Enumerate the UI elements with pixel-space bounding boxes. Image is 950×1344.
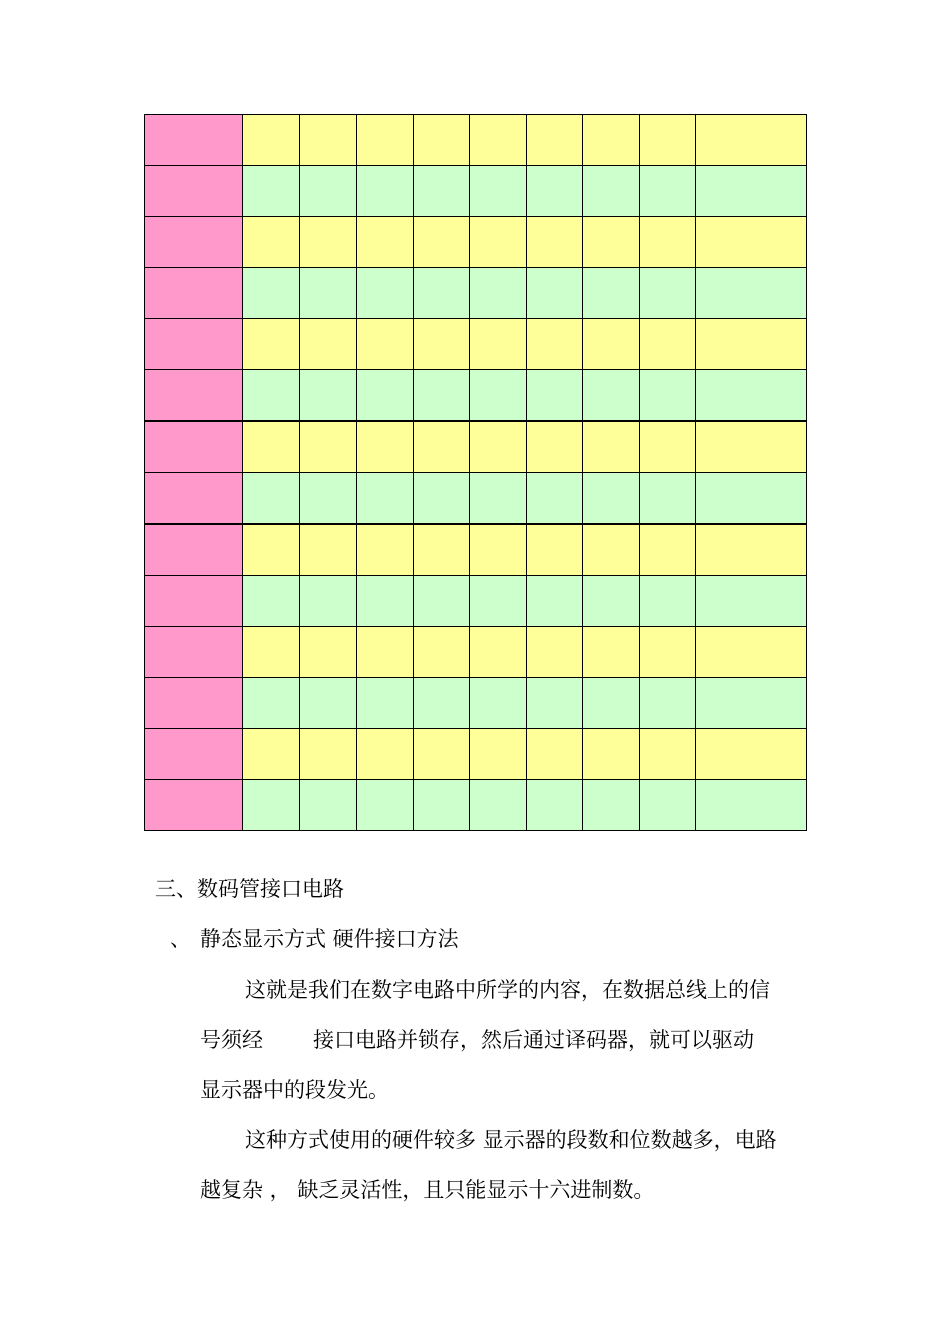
table-cell: [527, 780, 583, 831]
table-cell: [243, 524, 300, 576]
table-cell: [527, 524, 583, 576]
table-cell: [243, 115, 300, 166]
table-cell: [640, 370, 696, 422]
table-cell: [357, 421, 414, 473]
table-cell: [243, 421, 300, 473]
table-cell: [640, 268, 696, 319]
table-cell: [300, 524, 357, 576]
table-cell: [583, 319, 640, 370]
table-cell: [243, 627, 300, 678]
table-cell: [145, 421, 243, 473]
table-cell: [527, 627, 583, 678]
table-cell: [145, 524, 243, 576]
table-cell: [145, 370, 243, 422]
color-grid-table: [144, 114, 807, 831]
table-cell: [414, 217, 470, 268]
table-cell: [243, 576, 300, 627]
table-cell: [414, 780, 470, 831]
table-cell: [640, 473, 696, 525]
table-cell: [357, 370, 414, 422]
table-cell: [243, 473, 300, 525]
table-cell: [527, 473, 583, 525]
table-cell: [145, 729, 243, 780]
table-cell: [243, 370, 300, 422]
table-cell: [527, 678, 583, 729]
table-row: [145, 729, 807, 780]
table-cell: [583, 729, 640, 780]
table-cell: [470, 166, 527, 217]
paragraph-2-line-1: 这种方式使用的硬件较多 显示器的段数和位数越多，电路: [245, 1128, 777, 1152]
table-cell: [300, 729, 357, 780]
table-cell: [640, 115, 696, 166]
table-cell: [414, 524, 470, 576]
table-cell: [145, 115, 243, 166]
table-cell: [527, 370, 583, 422]
table-cell: [583, 115, 640, 166]
table-cell: [470, 678, 527, 729]
table-cell: [243, 217, 300, 268]
table-cell: [696, 268, 807, 319]
table-cell: [414, 166, 470, 217]
table-cell: [696, 473, 807, 525]
table-cell: [300, 370, 357, 422]
table-cell: [357, 473, 414, 525]
table-cell: [696, 421, 807, 473]
table-cell: [414, 268, 470, 319]
table-cell: [470, 319, 527, 370]
table-cell: [527, 268, 583, 319]
table-cell: [243, 166, 300, 217]
table-row: [145, 524, 807, 576]
table-cell: [470, 217, 527, 268]
table-row: [145, 678, 807, 729]
table-row: [145, 268, 807, 319]
table-cell: [583, 780, 640, 831]
table-cell: [145, 627, 243, 678]
table-row: [145, 319, 807, 370]
table-cell: [145, 678, 243, 729]
table-cell: [640, 627, 696, 678]
table-row: [145, 370, 807, 422]
table-cell: [527, 319, 583, 370]
table-cell: [527, 115, 583, 166]
table-cell: [300, 421, 357, 473]
table-cell: [527, 166, 583, 217]
table-cell: [414, 421, 470, 473]
table-cell: [470, 627, 527, 678]
table-cell: [414, 319, 470, 370]
table-cell: [414, 678, 470, 729]
table-cell: [145, 268, 243, 319]
table-cell: [470, 115, 527, 166]
table-cell: [527, 421, 583, 473]
table-cell: [640, 166, 696, 217]
table-cell: [696, 217, 807, 268]
table-row: [145, 473, 807, 525]
table-cell: [640, 729, 696, 780]
table-cell: [357, 524, 414, 576]
table-cell: [640, 319, 696, 370]
table-cell: [640, 421, 696, 473]
table-cell: [696, 524, 807, 576]
paragraph-1-line-3: 显示器中的段发光。: [200, 1078, 389, 1102]
table-cell: [243, 319, 300, 370]
table-cell: [357, 729, 414, 780]
table-cell: [583, 678, 640, 729]
table-row: [145, 115, 807, 166]
table-cell: [583, 627, 640, 678]
table-cell: [470, 421, 527, 473]
table-row: [145, 576, 807, 627]
section-heading: 三、数码管接口电路: [155, 877, 344, 901]
table-cell: [300, 627, 357, 678]
table-cell: [300, 217, 357, 268]
table-cell: [300, 780, 357, 831]
table-cell: [243, 268, 300, 319]
table-cell: [357, 780, 414, 831]
table-cell: [145, 780, 243, 831]
table-cell: [414, 729, 470, 780]
table-row: [145, 166, 807, 217]
table-cell: [145, 166, 243, 217]
table-cell: [243, 678, 300, 729]
table-cell: [640, 780, 696, 831]
table-row: [145, 217, 807, 268]
table-row: [145, 421, 807, 473]
table-cell: [696, 115, 807, 166]
table-cell: [470, 780, 527, 831]
table-cell: [640, 217, 696, 268]
subheading: 静态显示方式 硬件接口方法: [200, 927, 459, 951]
table-cell: [300, 268, 357, 319]
table-cell: [696, 678, 807, 729]
table-cell: [357, 268, 414, 319]
table-cell: [696, 370, 807, 422]
grid-body: [145, 115, 807, 831]
table-cell: [300, 678, 357, 729]
table-cell: [470, 473, 527, 525]
table-cell: [414, 627, 470, 678]
table-cell: [470, 576, 527, 627]
table-cell: [527, 217, 583, 268]
table-cell: [583, 421, 640, 473]
table-cell: [300, 115, 357, 166]
table-cell: [696, 729, 807, 780]
table-cell: [414, 576, 470, 627]
table-cell: [583, 268, 640, 319]
table-cell: [583, 166, 640, 217]
table-cell: [696, 576, 807, 627]
table-cell: [145, 217, 243, 268]
subheading-bullet: 、: [170, 927, 191, 951]
table-cell: [300, 166, 357, 217]
table-cell: [357, 627, 414, 678]
table-cell: [145, 473, 243, 525]
table-cell: [357, 115, 414, 166]
table-row: [145, 627, 807, 678]
table-cell: [357, 678, 414, 729]
table-cell: [300, 319, 357, 370]
table-cell: [470, 524, 527, 576]
table-cell: [470, 729, 527, 780]
table-cell: [696, 166, 807, 217]
table-cell: [527, 729, 583, 780]
table-cell: [357, 166, 414, 217]
table-cell: [300, 576, 357, 627]
table-cell: [300, 473, 357, 525]
table-cell: [527, 576, 583, 627]
table-cell: [243, 780, 300, 831]
table-cell: [357, 576, 414, 627]
table-cell: [414, 115, 470, 166]
table-cell: [696, 627, 807, 678]
table-cell: [640, 524, 696, 576]
table-cell: [583, 370, 640, 422]
table-cell: [145, 576, 243, 627]
table-cell: [696, 780, 807, 831]
table-cell: [145, 319, 243, 370]
paragraph-1-line-1: 这就是我们在数字电路中所学的内容，在数据总线上的信: [245, 978, 770, 1002]
table-cell: [583, 473, 640, 525]
table-cell: [357, 217, 414, 268]
table-cell: [414, 473, 470, 525]
table-cell: [243, 729, 300, 780]
table-cell: [640, 576, 696, 627]
paragraph-1-line-2a: 号须经: [200, 1028, 263, 1052]
table-cell: [414, 370, 470, 422]
table-cell: [583, 217, 640, 268]
table-row: [145, 780, 807, 831]
table-cell: [470, 370, 527, 422]
table-cell: [583, 524, 640, 576]
table-cell: [696, 319, 807, 370]
paragraph-2-line-2: 越复杂 ， 缺乏灵活性，且只能显示十六进制数。: [200, 1178, 655, 1202]
table-cell: [583, 576, 640, 627]
table-cell: [640, 678, 696, 729]
paragraph-1-line-2b: 接口电路并锁存，然后通过译码器，就可以驱动: [313, 1028, 754, 1052]
table-cell: [470, 268, 527, 319]
table-cell: [357, 319, 414, 370]
